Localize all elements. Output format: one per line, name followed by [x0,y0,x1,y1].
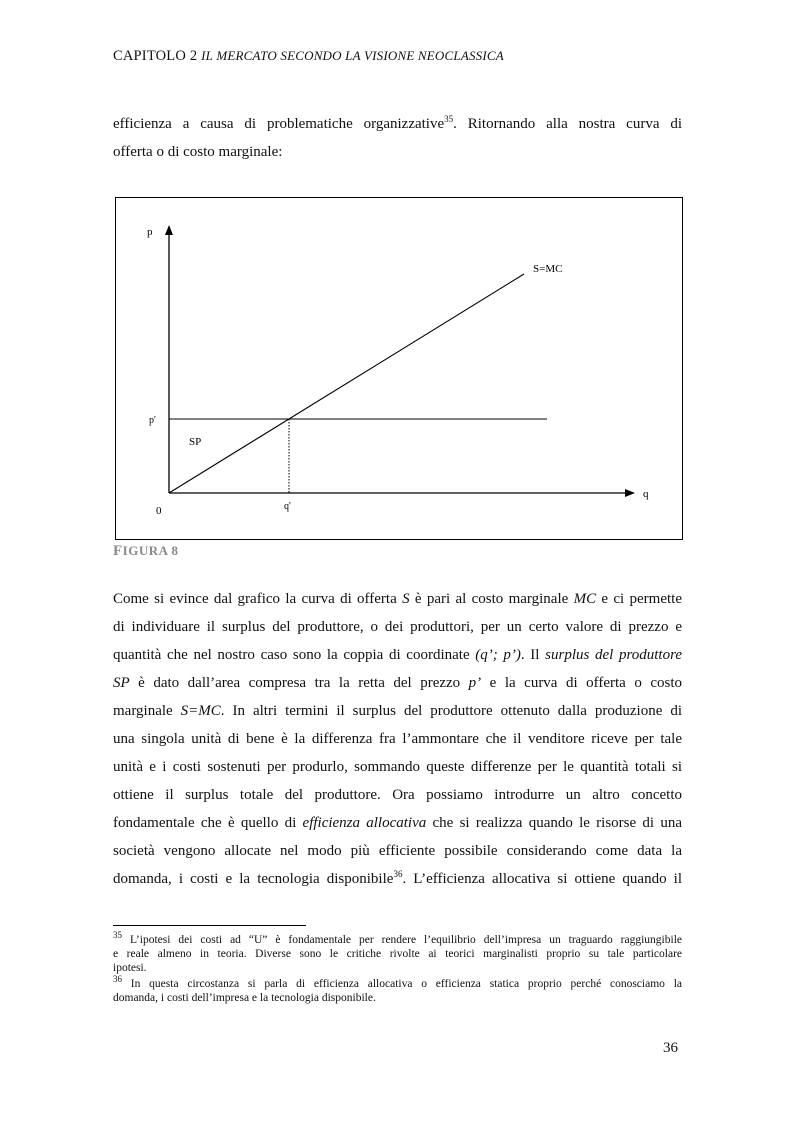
text-line: offerta o di costo marginale: [113,144,283,160]
text-run: SP [113,675,130,691]
text-line [113,865,682,893]
footnote-ref: 35 [444,114,454,124]
text-run: (q’; p’) [475,647,521,663]
x-axis-label: q [643,488,649,500]
y-axis-label: p [147,226,153,238]
supply-surplus-diagram [116,198,682,539]
caption-rest: IGURA 8 [122,543,179,558]
text-run: MC [573,591,597,607]
curve-label: S=MC [533,263,563,275]
text-run: . Ritornando alla nostra curva di [453,116,683,132]
footnote-36 [113,974,682,1005]
text-line: unità e i costi sostenuti per produrlo, sommando queste differenze per le quantità totali si [113,759,682,775]
text-run: efficienza allocativa [302,815,427,831]
text-line [113,641,682,669]
text-run: che si realizza quando le risorse di una [426,815,682,831]
page-number: 36 [663,1040,678,1056]
text-run: . In altri termini il surplus del produttore ottenuto dalla produzione di [220,703,682,719]
text-run: è pari al costo marginale [409,591,574,607]
text-line: una singola unità di bene è la differenza fra l’ammontare che il venditore riceve per tale [113,731,682,747]
text-line [113,974,682,991]
caption-initial: F [113,543,123,559]
text-line [113,669,682,697]
footnote-35 [113,930,682,975]
text-run: quantità che nel nostro caso sono la coppia di coordinate [113,647,476,663]
text-line: e reale almeno in teoria. Diverse sono le critiche rivolte ai teorici marginalisti proprio su tale particolare [113,948,682,960]
text-line [113,110,682,138]
text-line [113,585,682,613]
text-line [113,809,682,837]
text-line [113,930,682,947]
text-run: Come si evince dal grafico la curva di offerta [113,591,403,607]
text-run: surplus del produttore [545,647,683,663]
origin-label: 0 [156,505,162,517]
text-run: efficienza a causa di problematiche organizzative [113,116,445,132]
text-run: In questa circostanza si parla di efficienza allocativa o efficienza statica proprio perché conosciamo la [122,978,682,990]
text-run: fondamentale che è quello di [113,815,303,831]
text-run: marginale [113,703,181,719]
body-paragraph [113,585,682,893]
supply-curve-line [169,274,524,493]
x-axis-arrow [625,489,635,497]
text-run: e ci permette [596,591,682,607]
text-line: ottiene il surplus totale del produttore. Ora possiamo introdurre un altro concetto [113,787,682,803]
text-run: domanda, i costi e la tecnologia disponibile [113,871,394,887]
price-label: p' [149,415,156,426]
intro-paragraph [113,110,682,166]
footnote-ref: 36 [393,869,403,879]
text-run: è dato dall’area compresa tra la retta del prezzo [129,675,469,691]
text-run: L’ipotesi dei costi ad “U” è fondamentale per rendere l’equilibrio dell’impresa un traguardo raggiungibile [122,934,682,946]
text-run: . Il [520,647,546,663]
text-line: domanda, i costi dell’impresa e la tecnologia disponibile. [113,992,376,1004]
text-line: di individuare il surplus del produttore, o dei produttori, per un certo valore di prezzo e [113,619,682,635]
figure-frame [115,197,683,540]
footnote-number: 36 [113,974,122,985]
text-line: società vengono allocate nel modo più efficiente possibile considerando come data la [113,843,682,859]
chapter-number: CAPITOLO 2 [113,48,198,64]
surplus-area-label: SP [189,436,202,448]
footnote-number: 35 [113,930,122,941]
text-line: ipotesi. [113,962,147,974]
text-run: . L’efficienza allocativa si ottiene quando il [402,871,682,887]
text-line [113,697,682,725]
text-run: S [402,591,410,607]
footnote-separator [113,925,306,926]
running-header [113,48,504,65]
y-axis-arrow [165,225,173,235]
text-run: S=MC [180,703,221,719]
figure-caption [113,543,179,560]
text-run: e la curva di offerta o costo [481,675,682,691]
text-run: p’ [468,675,482,691]
chapter-title: IL MERCATO SECONDO LA VISIONE NEOCLASSICA [201,48,504,63]
quantity-label: q' [284,501,291,512]
